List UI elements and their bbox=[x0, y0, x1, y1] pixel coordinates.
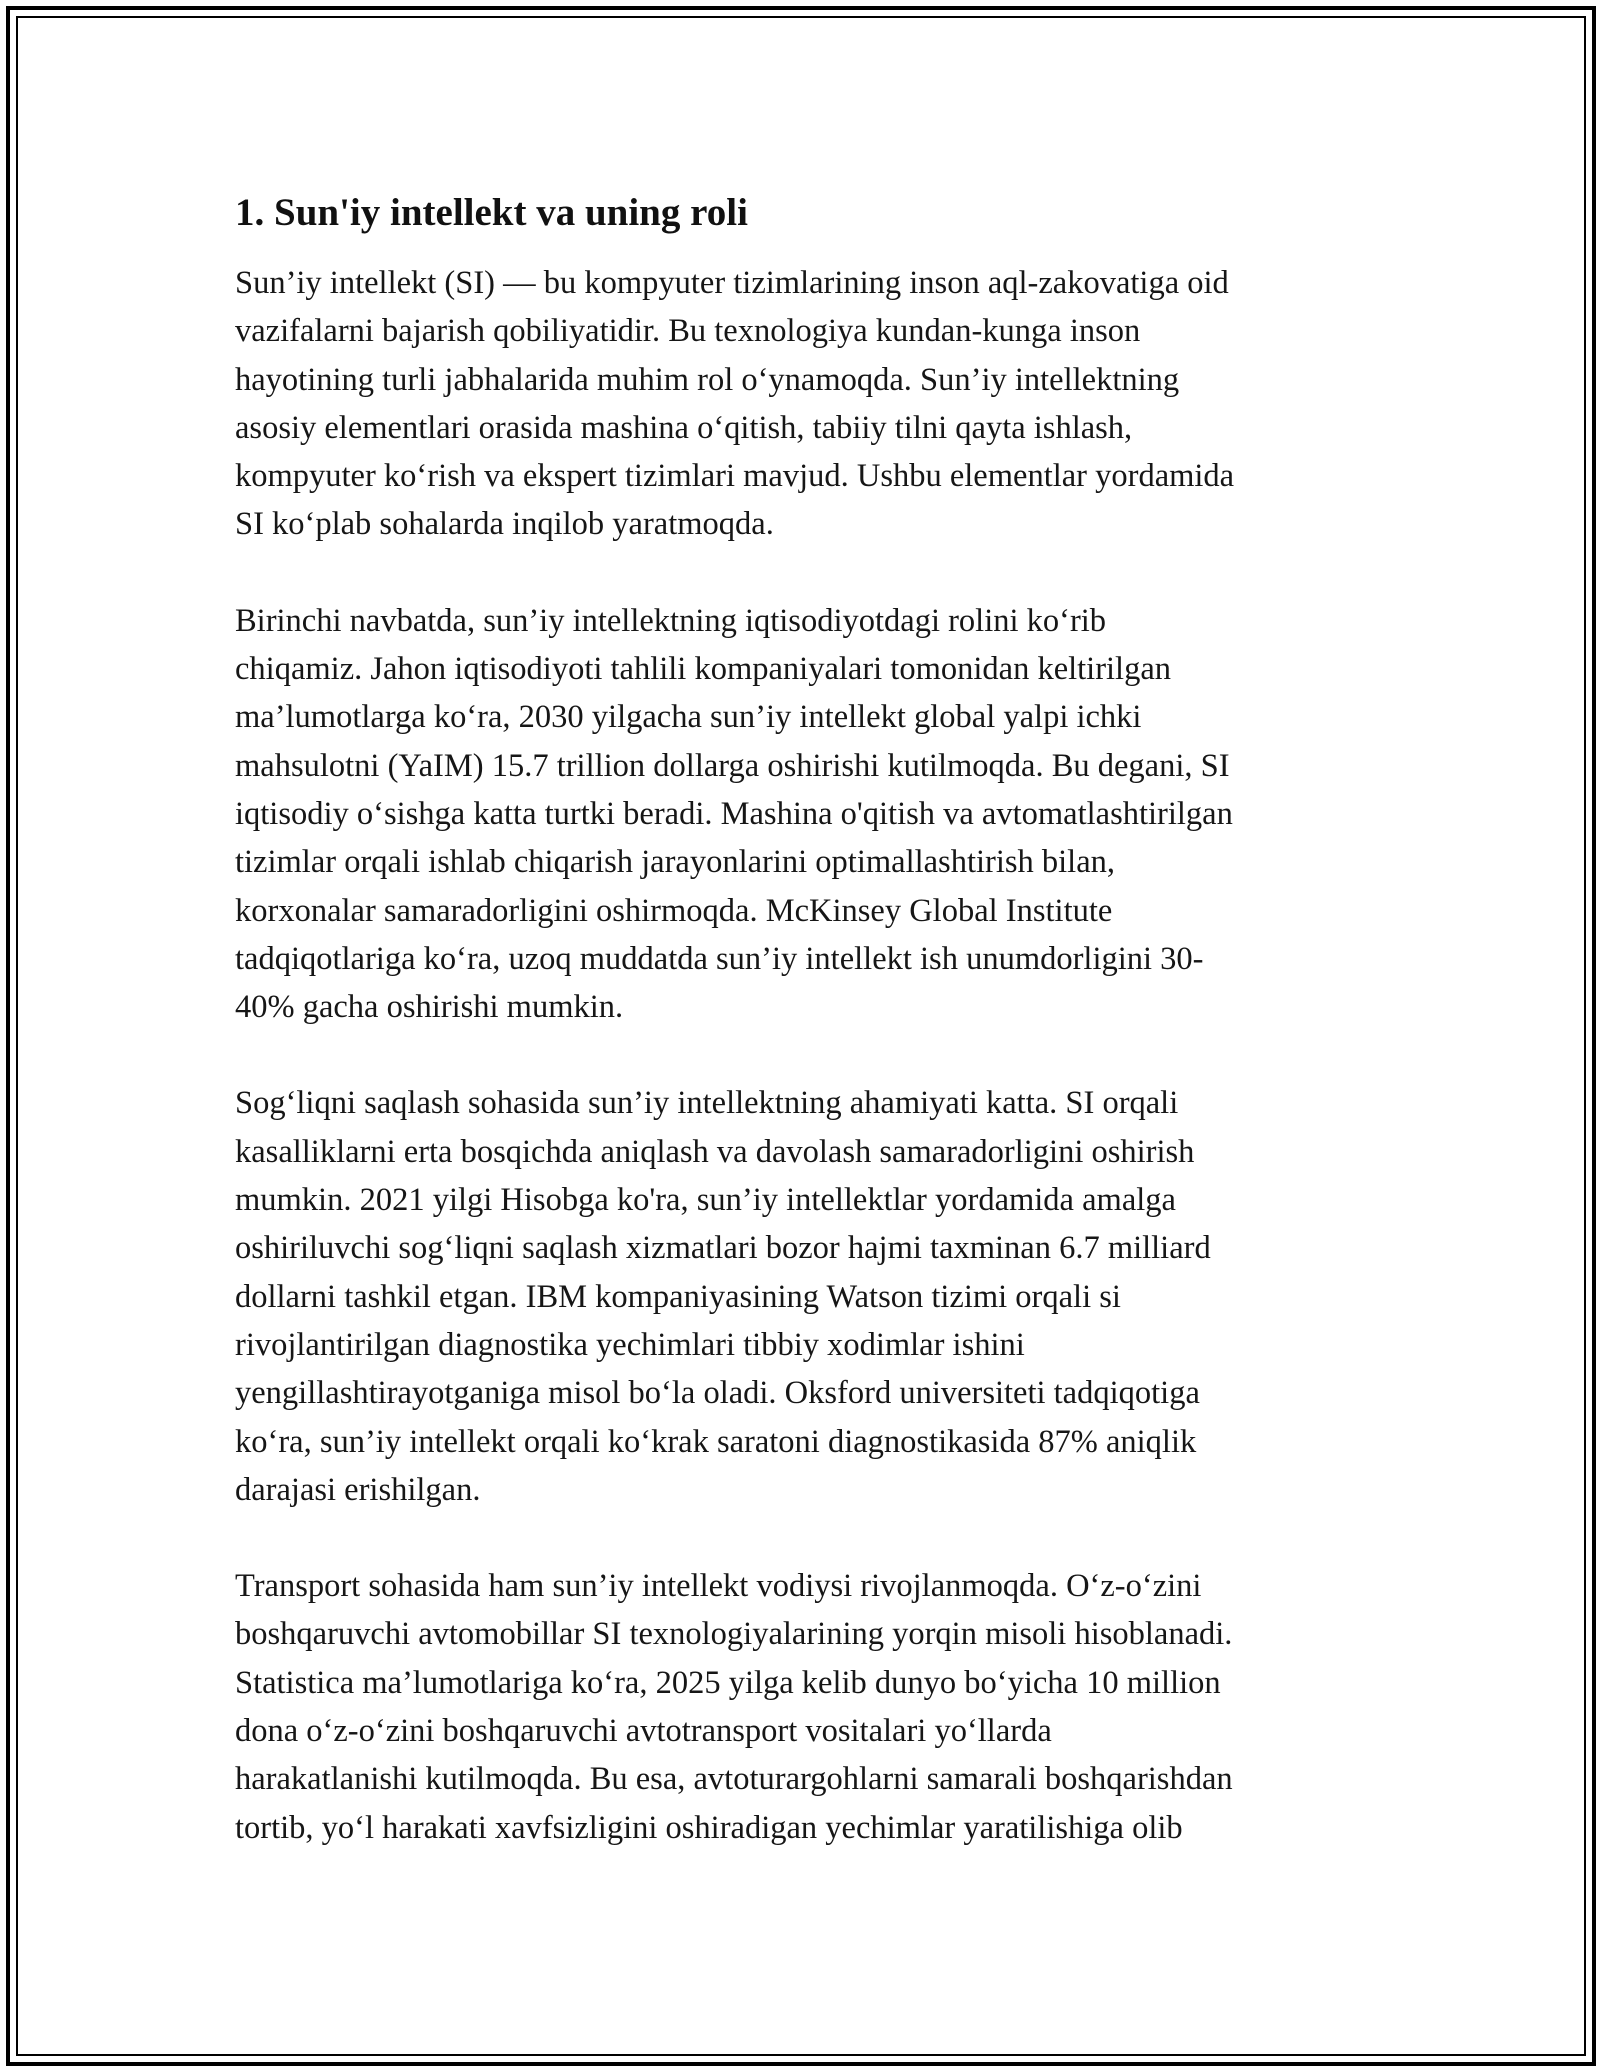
paragraph-healthcare: Sogʻliqni saqlash sohasida sun’iy intellektning ahamiyati katta. SI orqali kasalliklarni erta bosqichda aniqlash va davolash samaradorligini oshirish mumkin. 2021 yilgi Hisobga ko'ra, sun’iy intellektlar yordamida amalga oshiriluvchi sogʻliqni saqlash xizmatlari bozor hajmi taxminan 6.7 milliard dollarni tashkil etgan. IBM kompaniyasining Watson tizimi orqali si rivojlantirilgan diagnostika yechimlari tibbiy xodimlar ishini yengillashtirayotganiga misol boʻla oladi. Oksford universiteti tadqiqotiga koʻra, sun’iy intellekt orqali koʻkrak saratoni diagnostikasida 87% aniqlik darajasi erishilgan. bbox=[235, 1085, 1211, 1508]
paragraph-intro: Sun’iy intellekt (SI) — bu kompyuter tizimlarining inson aql-zakovatiga oid vazifalarni bajarish qobiliyatidir. Bu texnologiya kundan-kunga inson hayotining turli jabhalarida muhim rol oʻynamoqda. Sun’iy intellektning asosiy elementlari orasida mashina oʻqitish, tabiiy tilni qayta ishlash, kompyuter koʻrish va ekspert tizimlari mavjud. Ushbu elementlar yordamida SI koʻplab sohalarda inqilob yaratmoqda. bbox=[235, 265, 1235, 543]
paragraph-economy: Birinchi navbatda, sun’iy intellektning iqtisodiyotdagi rolini koʻrib chiqamiz. Jahon iqtisodiyoti tahlili kompaniyalari tomonidan keltirilgan ma’lumotlarga koʻra, 2030 yilgacha sun’iy intellekt global yalpi ichki mahsulotni (YaIM) 15.7 trillion dollarga oshirishi kutilmoqda. Bu degani, SI iqtisodiy oʻsishga katta turtki beradi. Mashina o'qitish va avtomatlashtirilgan tizimlar orqali ishlab chiqarish jarayonlarini optimallashtirish bilan, korxonalar samaradorligini oshirmoqda. McKinsey Global Institute tadqiqotlariga koʻra, uzoq muddatda sun’iy intellekt ish unumdorligini 30- 40% gacha oshirishi mumkin. bbox=[235, 602, 1233, 1026]
paragraph-transport: Transport sohasida ham sun’iy intellekt vodiysi rivojlanmoqda. Oʻz-oʻzini boshqaruvchi avtomobillar SI texnologiyalarining yorqin misoli hisoblanadi. Statistica ma’lumotlariga koʻra, 2025 yilga kelib dunyo boʻyicha 10 million dona oʻz-oʻzini boshqaruvchi avtotransport vositalari yoʻllarda harakatlanishi kutilmoqda. Bu esa, avtoturargohlarni samarali boshqarishdan tortib, yoʻl harakati xavfsizligini oshiradigan yechimlar yaratilishiga olib bbox=[235, 1568, 1233, 1846]
document-body bbox=[235, 185, 1365, 1852]
section-heading: 1. Sun'iy intellekt va uning roli bbox=[235, 191, 748, 234]
